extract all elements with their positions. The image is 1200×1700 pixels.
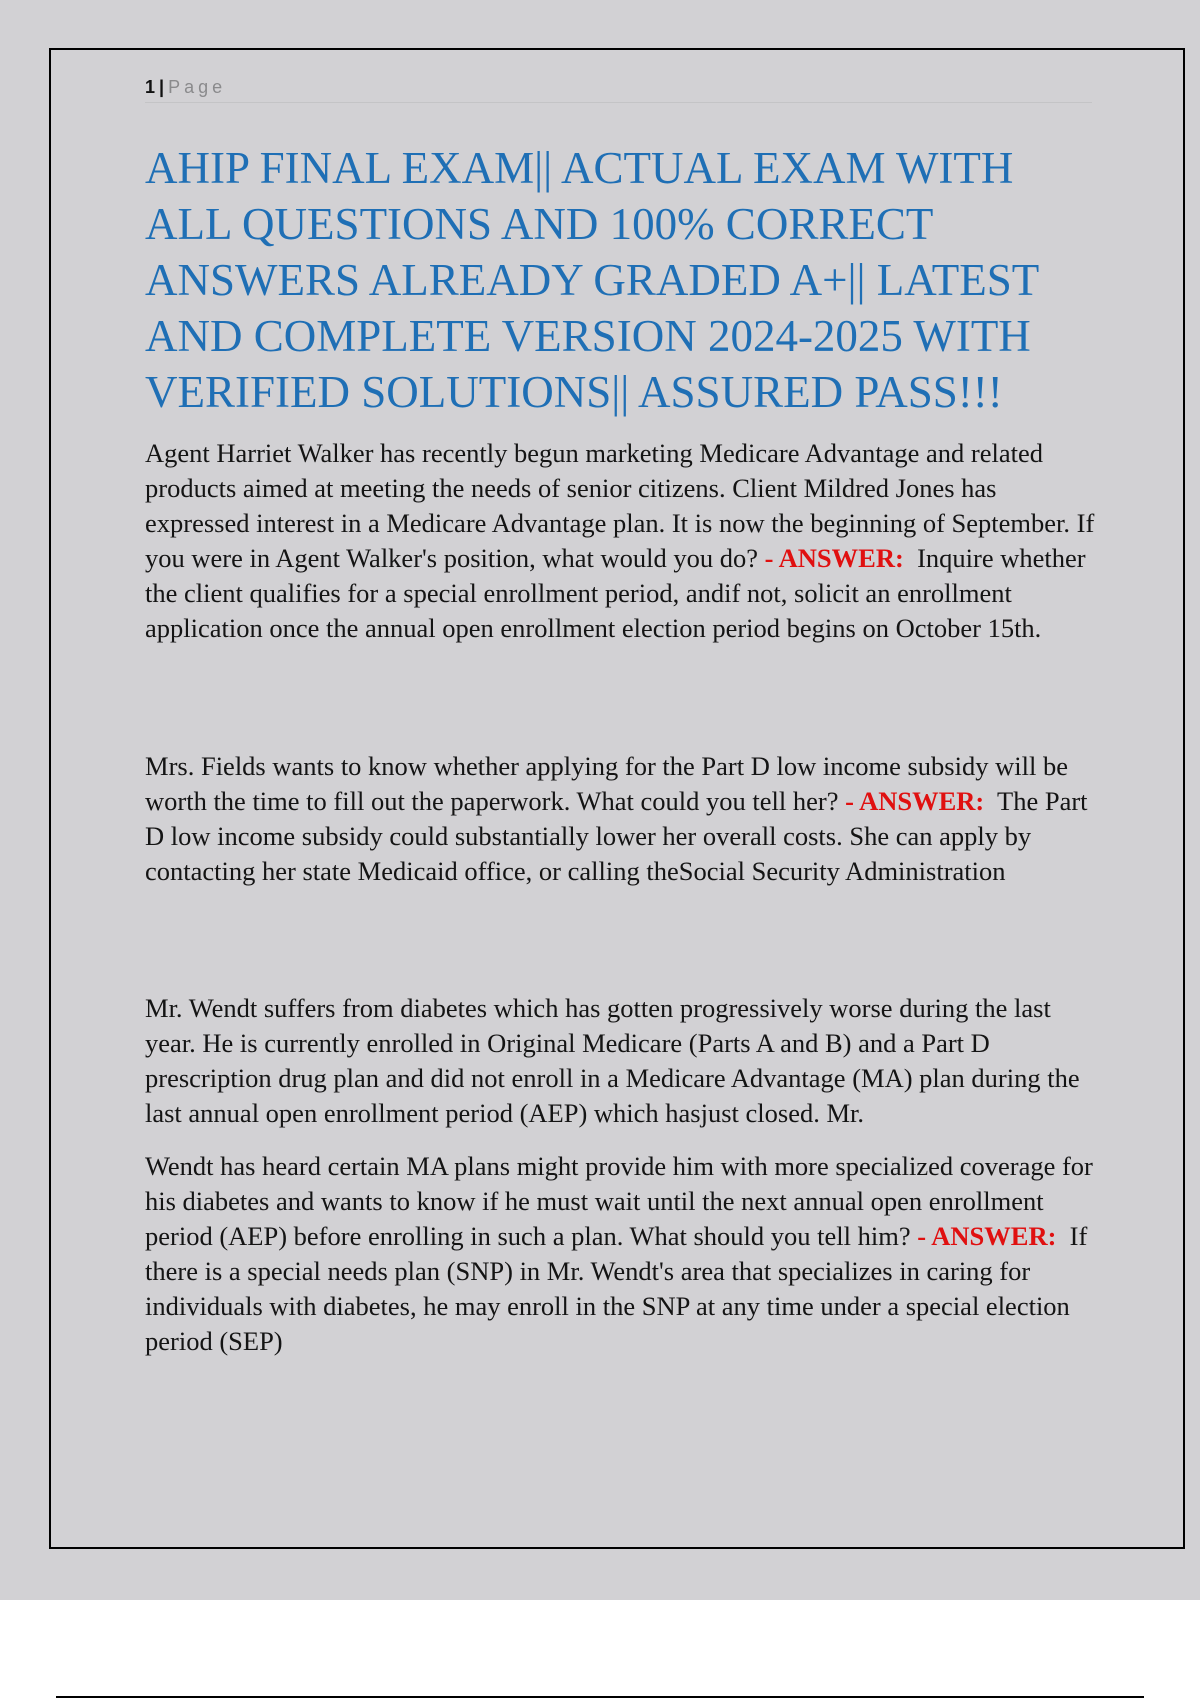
question-2-text: Mrs. Fields wants to know whether applying for the Part D low income subsidy will be worth the time to fill out the paperwork. What could you tell her? bbox=[145, 751, 1068, 816]
question-1-text: Agent Harriet Walker has recently begun marketing Medicare Advantage and related products aimed at meeting the needs of senior citizens. Client Mildred Jones has expressed interest in a Medicare Advantage plan. It is now the beginning of September. If you were in Agent Walker's position, what would you do? bbox=[145, 438, 1095, 573]
qa-item-2 bbox=[145, 749, 1100, 889]
answer-3-text: If there is a special needs plan (SNP) in Mr. Wendt's area that specializes in caring for individuals with diabetes, he may enroll in the SNP at any time under a special election period (SEP) bbox=[145, 1221, 1088, 1356]
header-separator: | bbox=[159, 77, 165, 97]
answer-2-marker: - ANSWER: bbox=[845, 786, 985, 816]
document-title: AHIP FINAL EXAM|| ACTUAL EXAM WITH ALL QUESTIONS AND 100% CORRECT ANSWERS ALREADY GRADED A+|| LATEST AND COMPLETE VERSION 2024-2025 WITH VERIFIED SOLUTIONS|| ASSURED PASS!!! bbox=[145, 143, 1039, 417]
qa-item-3-part-2 bbox=[145, 1149, 1100, 1359]
question-3-text-part-2: Wendt has heard certain MA plans might provide him with more specialized coverage for his diabetes and wants to know if he must wait until the next annual open enrollment period (AEP) before enrolling in such a plan. What should you tell him? bbox=[145, 1151, 1093, 1251]
page-header bbox=[145, 74, 1092, 103]
page-label: Page bbox=[168, 77, 227, 97]
page-number: 1 bbox=[145, 77, 156, 97]
answer-1-marker: - ANSWER: bbox=[764, 543, 904, 573]
answer-2-text: The Part D low income subsidy could substantially lower her overall costs. She can apply by contacting her state Medicaid office, or calling theSocial Security Administration bbox=[145, 786, 1088, 886]
question-3-text-part-1: Mr. Wendt suffers from diabetes which has gotten progressively worse during the last year. He is currently enrolled in Original Medicare (Parts A and B) and a Part D prescription drug plan and did not enroll in a Medicare Advantage (MA) plan during the last annual open enrollment period (AEP) which hasjust closed. Mr. bbox=[145, 993, 1080, 1128]
qa-item-3-part-1 bbox=[145, 991, 1100, 1131]
answer-1-text: Inquire whether the client qualifies for a special enrollment period, andif not, solicit an enrollment application once the annual open enrollment election period begins on October 15th. bbox=[145, 543, 1086, 643]
footer-rule bbox=[56, 1696, 1144, 1698]
answer-3-marker: - ANSWER: bbox=[917, 1221, 1057, 1251]
qa-item-1 bbox=[145, 436, 1100, 646]
